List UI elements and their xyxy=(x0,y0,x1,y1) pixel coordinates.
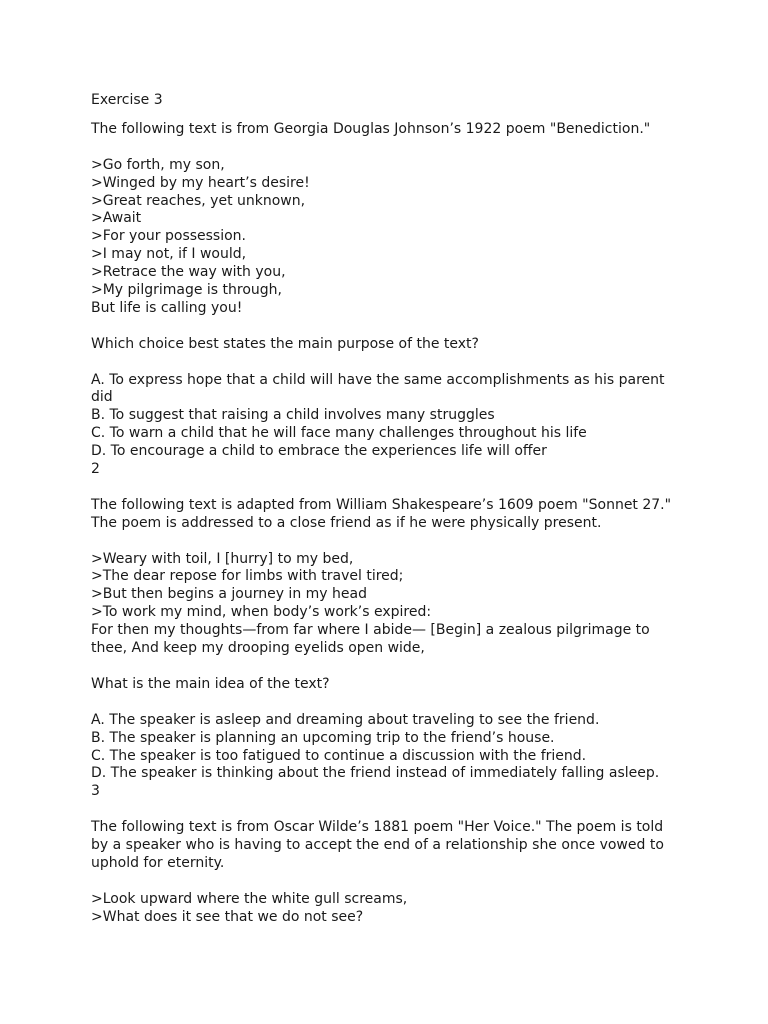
q1-poem-line: >I may not, if I would, xyxy=(91,246,247,263)
q1-option-c: C. To warn a child that he will face many challenges throughout his life xyxy=(91,425,587,442)
q2-poem-line: >But then begins a journey in my head xyxy=(91,586,367,603)
q1-poem-line: But life is calling you! xyxy=(91,299,243,316)
q2-poem-line: >The dear repose for limbs with travel tired; xyxy=(91,568,404,585)
q2-poem-tail: For then my thoughts—from far where I abide— [Begin] a zealous pilgrimage to thee, And keep my drooping eyelids open wide, xyxy=(91,622,650,657)
q1-poem-line: >Winged by my heart’s desire! xyxy=(91,174,310,191)
q1-intro: The following text is from Georgia Douglas Johnson’s 1922 poem "Benediction." xyxy=(91,120,651,137)
q1-poem-line: >For your possession. xyxy=(91,228,247,245)
question-number-2: 2 xyxy=(91,461,100,478)
q2-option-a: A. The speaker is asleep and dreaming about traveling to see the friend. xyxy=(91,711,600,728)
q1-poem-line: >Go forth, my son, xyxy=(91,156,225,173)
q1-poem-line: >Great reaches, yet unknown, xyxy=(91,192,306,209)
question-number-3: 3 xyxy=(91,783,100,800)
q2-poem-line: >To work my mind, when body’s work’s expired: xyxy=(91,604,432,621)
document-page xyxy=(91,92,681,927)
q1-poem-line: >Retrace the way with you, xyxy=(91,264,286,281)
q2-option-c: C. The speaker is too fatigued to continue a discussion with the friend. xyxy=(91,747,587,764)
q1-option-b: B. To suggest that raising a child involves many struggles xyxy=(91,407,495,424)
q2-poem-line: >Weary with toil, I [hurry] to my bed, xyxy=(91,550,354,567)
q3-poem-line: >Look upward where the white gull screams, xyxy=(91,890,408,907)
q3-intro: The following text is from Oscar Wilde’s 1881 poem "Her Voice." The poem is told by a speaker who is having to accept the end of a relationship she once vowed to uphold for eternity. xyxy=(91,819,664,871)
q3-poem-line: >What does it see that we do not see? xyxy=(91,908,364,925)
q2-question: What is the main idea of the text? xyxy=(91,675,330,692)
q2-option-d: D. The speaker is thinking about the friend instead of immediately falling asleep. xyxy=(91,765,660,782)
q1-poem-line: >My pilgrimage is through, xyxy=(91,282,283,299)
q1-option-a: A. To express hope that a child will have the same accomplishments as his parent did xyxy=(91,371,665,406)
q1-poem-line: >Await xyxy=(91,210,142,227)
q1-question: Which choice best states the main purpose of the text? xyxy=(91,335,479,352)
q2-intro: The following text is adapted from William Shakespeare’s 1609 poem "Sonnet 27." The poem is addressed to a close friend as if he were physically present. xyxy=(91,496,672,531)
exercise-title: Exercise 3 xyxy=(91,92,163,108)
q2-option-b: B. The speaker is planning an upcoming trip to the friend’s house. xyxy=(91,729,555,746)
q1-option-d: D. To encourage a child to embrace the experiences life will offer xyxy=(91,443,547,460)
